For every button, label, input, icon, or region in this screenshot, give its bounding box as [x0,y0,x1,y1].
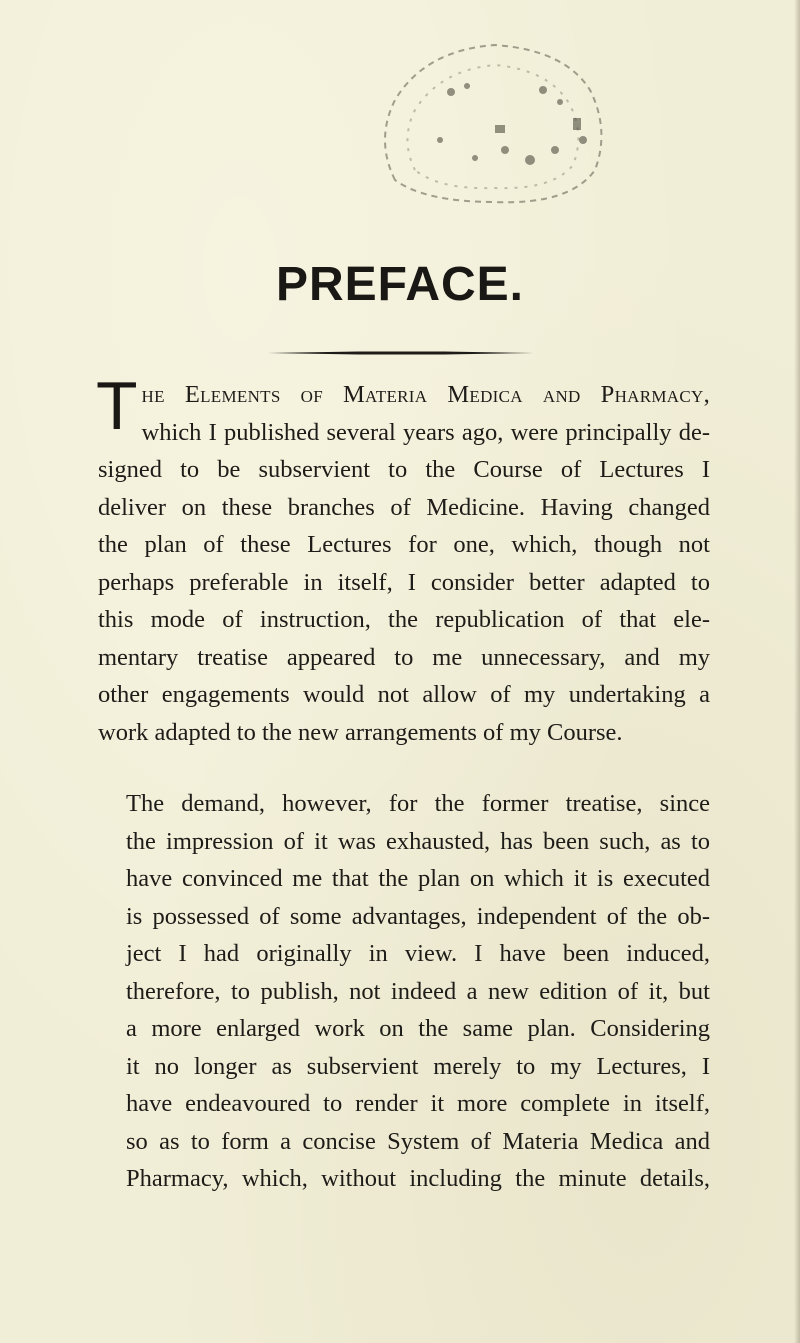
text-line: work adapted to the new arrangements of my Course. [98,718,623,746]
text-line: have convinced me that the plan on which it is executed [126,865,710,892]
text-line: is possessed of some advantages, independent of the ob- [126,902,710,930]
text-line: signed to be subservient to the Course of Lectures I [98,456,710,483]
paragraph-2 [98,785,710,1198]
text-line: it no longer as subservient merely to my Lectures, I [126,1052,710,1080]
library-stamp-icon [355,30,625,210]
text-line: so as to form a concise System of Materia Medica and [126,1127,710,1155]
text-line: a more enlarged work on the same plan. Considering [126,1015,710,1042]
text-line: other engagements would not allow of my undertaking a [98,681,710,708]
text-line: Pharmacy, which, without including the minute details, [126,1165,710,1192]
drop-cap: T [96,368,138,444]
text-line: the plan of these Lectures for one, which, though not [98,531,710,558]
text-line: deliver on these branches of Medicine. Having changed [98,493,710,521]
text-line: ject I had originally in view. I have been induced, [126,940,710,967]
text-line: which I published several years ago, were principally de- [141,418,710,446]
text-line: therefore, to publish, not indeed a new edition of it, but [126,977,710,1005]
text-line: The demand, however, for the former treatise, since [126,790,710,817]
text-line: the impression of it was exhausted, has been such, as to [126,827,710,855]
text-line: this mode of instruction, the republication of that ele- [98,606,710,633]
text-line: have endeavoured to render it more complete in itself, [126,1090,710,1117]
paragraph-1 [96,368,710,751]
page-edge-shadow [794,0,800,1343]
title-rule [268,351,534,355]
text-line: perhaps preferable in itself, I consider better adapted to [98,568,710,596]
paragraph-1-lead: he Elements of Materia Medica and Pharmacy, [141,381,710,408]
text-line: mentary treatise appeared to me unnecessary, and my [98,643,710,671]
page-title: PREFACE. [275,258,525,311]
